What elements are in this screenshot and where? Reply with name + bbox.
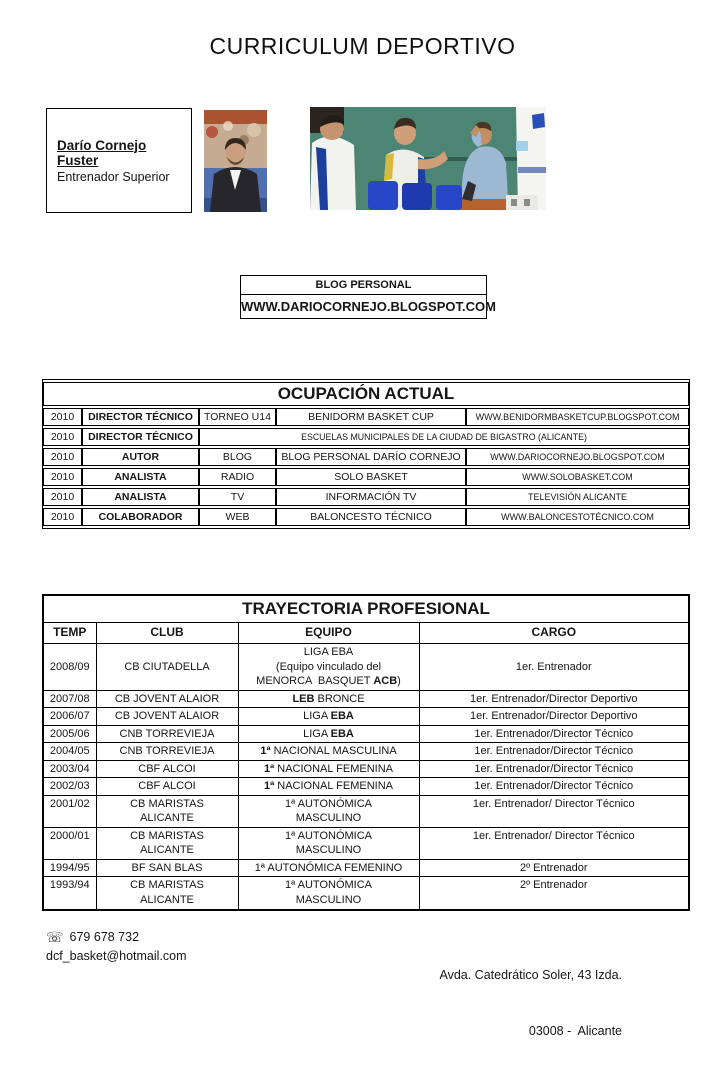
- ocupacion-title: OCUPACIÓN ACTUAL: [43, 382, 689, 406]
- cell-span: ESCUELAS MUNICIPALES DE LA CIUDAD DE BIGASTRO (ALICANTE): [199, 428, 689, 446]
- cell-temp: 2005/06: [43, 725, 96, 743]
- cell-web: WWW.BALONCESTOTÉCNICO.COM: [466, 508, 689, 526]
- cell-org: SOLO BASKET: [276, 468, 466, 486]
- cell-role: DIRECTOR TÉCNICO: [82, 428, 199, 446]
- trayectoria-row: [43, 859, 689, 877]
- cell-equipo: 1ª NACIONAL FEMENINA: [238, 760, 419, 778]
- blog-url: WWW.DARIOCORNEJO.BLOGSPOT.COM: [241, 299, 496, 314]
- cell-equipo: LIGA EBA (Equipo vinculado del MENORCA BASQUET ACB): [238, 644, 419, 691]
- cell-web: WWW.SOLOBASKET.COM: [466, 468, 689, 486]
- trayectoria-row: [43, 708, 689, 726]
- cell-year: 2010: [43, 428, 82, 446]
- cell-org: INFORMACIÓN TV: [276, 488, 466, 506]
- cell-year: 2010: [43, 508, 82, 526]
- cell-type: BLOG: [199, 448, 276, 466]
- cell-equipo: LIGA EBA: [238, 708, 419, 726]
- cell-role: AUTOR: [82, 448, 199, 466]
- ocupacion-row: [43, 488, 689, 506]
- cell-cargo: 1er. Entrenador/Director Técnico: [419, 778, 689, 796]
- trayectoria-row: [43, 760, 689, 778]
- cell-year: 2010: [43, 408, 82, 426]
- cell-role: ANALISTA: [82, 488, 199, 506]
- cell-club: CBF ALCOI: [96, 778, 238, 796]
- cell-club: CB MARISTAS ALICANTE: [96, 877, 238, 910]
- blog-label: BLOG PERSONAL: [241, 276, 486, 295]
- cell-web: TELEVISIÓN ALICANTE: [466, 488, 689, 506]
- cell-equipo: 1ª AUTONÓMICA FEMENINO: [238, 859, 419, 877]
- profile-role: Entrenador Superior: [57, 169, 170, 184]
- cell-temp: 1993/94: [43, 877, 96, 910]
- phone-number: 679 678 732: [69, 930, 140, 944]
- cell-temp: 2000/01: [43, 827, 96, 859]
- trayectoria-columns-row: [43, 623, 689, 644]
- page-title: CURRICULUM DEPORTIVO: [209, 33, 516, 59]
- trayectoria-row: [43, 725, 689, 743]
- footer-address: [439, 928, 622, 1078]
- trayectoria-row: [43, 743, 689, 761]
- trayectoria-row: [43, 644, 689, 691]
- cell-year: 2010: [43, 468, 82, 486]
- ocupacion-row: [43, 508, 689, 526]
- cell-cargo: 1er. Entrenador/Director Técnico: [419, 743, 689, 761]
- cell-equipo: 1ª AUTONÓMICA MASCULINO: [238, 877, 419, 910]
- cell-type: TORNEO U14: [199, 408, 276, 426]
- cell-cargo: 1er. Entrenador/Director Técnico: [419, 760, 689, 778]
- cell-equipo: 1ª AUTONÓMICA MASCULINO: [238, 795, 419, 827]
- cell-org: BALONCESTO TÉCNICO: [276, 508, 466, 526]
- team-photo: [310, 107, 546, 210]
- trayectoria-header-row: [43, 595, 689, 623]
- cell-club: CB JOVENT ALAIOR: [96, 708, 238, 726]
- ocupacion-row: [43, 448, 689, 466]
- cell-role: ANALISTA: [82, 468, 199, 486]
- cell-equipo: 1ª NACIONAL MASCULINA: [238, 743, 419, 761]
- cell-club: BF SAN BLAS: [96, 859, 238, 877]
- email-address: dcf_basket@hotmail.com: [46, 948, 187, 963]
- cell-temp: 2003/04: [43, 760, 96, 778]
- cell-year: 2010: [43, 448, 82, 466]
- trayectoria-row: [43, 690, 689, 708]
- profile-box: [46, 108, 192, 213]
- cell-org: BLOG PERSONAL DARÍO CORNEJO: [276, 448, 466, 466]
- cell-type: RADIO: [199, 468, 276, 486]
- cell-temp: 2007/08: [43, 690, 96, 708]
- cell-role: COLABORADOR: [82, 508, 199, 526]
- trayectoria-row: [43, 795, 689, 827]
- cell-temp: 2001/02: [43, 795, 96, 827]
- cell-cargo: 1er. Entrenador/Director Deportivo: [419, 690, 689, 708]
- cell-equipo: LEB BRONCE: [238, 690, 419, 708]
- cell-cargo: 1er. Entrenador: [419, 644, 689, 691]
- cell-equipo: 1ª AUTONÓMICA MASCULINO: [238, 827, 419, 859]
- column-header-temp: TEMP: [43, 623, 96, 644]
- cell-cargo: 2º Entrenador: [419, 859, 689, 877]
- ocupacion-row: [43, 468, 689, 486]
- cell-equipo: LIGA EBA: [238, 725, 419, 743]
- footer-contact: [46, 928, 187, 966]
- portrait-photo: [204, 110, 267, 212]
- cell-temp: 2002/03: [43, 778, 96, 796]
- address-line-1: Avda. Catedrático Soler, 43 Izda.: [439, 967, 622, 982]
- profile-name: Darío Cornejo Fuster: [57, 137, 147, 168]
- cell-type: WEB: [199, 508, 276, 526]
- blog-box: [240, 275, 496, 319]
- cell-type: TV: [199, 488, 276, 506]
- cell-temp: 2008/09: [43, 644, 96, 691]
- trayectoria-row: [43, 778, 689, 796]
- column-header-club: CLUB: [96, 623, 238, 644]
- trayectoria-title: TRAYECTORIA PROFESIONAL: [43, 595, 689, 623]
- cell-club: CBF ALCOI: [96, 760, 238, 778]
- trayectoria-table: [42, 594, 690, 911]
- cell-club: CB JOVENT ALAIOR: [96, 690, 238, 708]
- cell-club: CB MARISTAS ALICANTE: [96, 827, 238, 859]
- cell-web: WWW.BENIDORMBASKETCUP.BLOGSPOT.COM: [466, 408, 689, 426]
- address-line-2: 03008 - Alicante: [528, 1023, 622, 1038]
- ocupacion-row: [43, 428, 689, 446]
- cell-club: CB CIUTADELLA: [96, 644, 238, 691]
- cell-club: CNB TORREVIEJA: [96, 743, 238, 761]
- telephone-icon: ☏: [46, 929, 64, 946]
- cell-org: BENIDORM BASKET CUP: [276, 408, 466, 426]
- ocupacion-row: [43, 408, 689, 426]
- cell-cargo: 1er. Entrenador/ Director Técnico: [419, 827, 689, 859]
- column-header-equipo: EQUIPO: [238, 623, 419, 644]
- trayectoria-row: [43, 827, 689, 859]
- cell-cargo: 1er. Entrenador/Director Técnico: [419, 725, 689, 743]
- ocupacion-table: [42, 379, 690, 529]
- cell-temp: 2004/05: [43, 743, 96, 761]
- cell-club: CNB TORREVIEJA: [96, 725, 238, 743]
- cell-year: 2010: [43, 488, 82, 506]
- phone-line: [46, 928, 187, 947]
- cell-role: DIRECTOR TÉCNICO: [82, 408, 199, 426]
- cell-web: WWW.DARIOCORNEJO.BLOGSPOT.COM: [466, 448, 689, 466]
- trayectoria-row: [43, 877, 689, 910]
- cell-equipo: 1ª NACIONAL FEMENINA: [238, 778, 419, 796]
- cell-cargo: 2º Entrenador: [419, 877, 689, 910]
- cell-cargo: 1er. Entrenador/ Director Técnico: [419, 795, 689, 827]
- ocupacion-header-row: [43, 382, 689, 406]
- cell-club: CB MARISTAS ALICANTE: [96, 795, 238, 827]
- cell-temp: 2006/07: [43, 708, 96, 726]
- cell-cargo: 1er. Entrenador/Director Deportivo: [419, 708, 689, 726]
- column-header-cargo: CARGO: [419, 623, 689, 644]
- cell-temp: 1994/95: [43, 859, 96, 877]
